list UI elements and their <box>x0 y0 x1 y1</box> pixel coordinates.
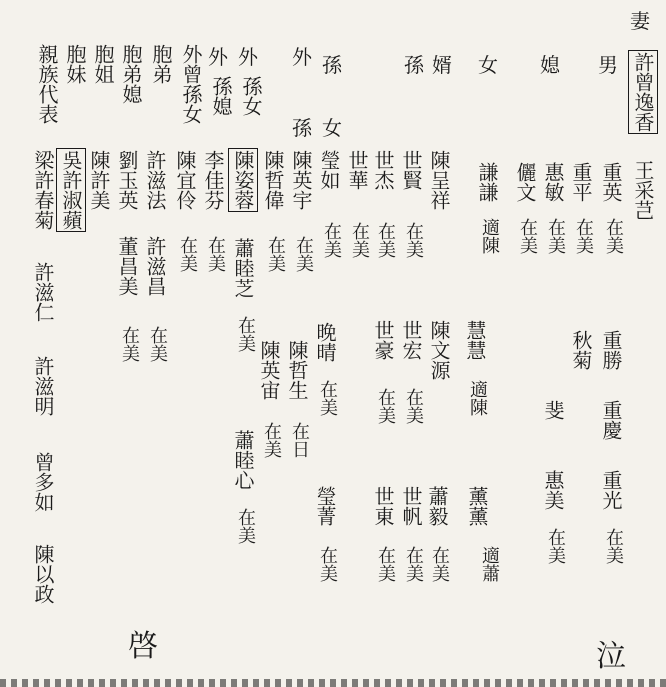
name-son-3: 重慶 <box>599 400 623 440</box>
name-col18-2: 董昌美 <box>115 236 139 296</box>
name-col6-2: 慧慧 <box>463 320 487 360</box>
note-col12-2: 在日 <box>289 422 310 458</box>
note-col4-3: 在美 <box>545 528 566 564</box>
name-col6-3: 薰薰 <box>465 486 489 526</box>
decorative-border <box>0 679 666 687</box>
name-boxed-col20: 吳許淑蘋 <box>59 150 83 230</box>
note-col15-1: 在美 <box>205 236 226 272</box>
header-granddaughter-2: 女 <box>322 116 342 140</box>
note-son-4: 在美 <box>603 528 624 564</box>
name-col20-3: 許滋明 <box>31 356 55 416</box>
note-col8-1: 在美 <box>403 222 424 258</box>
name-son-4: 重光 <box>599 470 623 510</box>
header-external-2: 外 <box>238 45 258 69</box>
name-col20-5: 陳以政 <box>31 544 55 604</box>
note-col14-2: 在美 <box>235 508 256 544</box>
header-wife: 妻 <box>630 9 650 33</box>
note-col11-3: 在美 <box>317 546 338 582</box>
note-col17-2: 在美 <box>147 326 168 362</box>
note-col4-1: 在美 <box>545 218 566 254</box>
name-col3-1: 重平 <box>569 162 593 202</box>
name-col7-1: 陳呈祥 <box>427 150 451 210</box>
name-col4-2: 斐 <box>541 400 565 420</box>
header-younger-brother: 胞弟 <box>149 44 173 84</box>
header-elder-sister: 胞姐 <box>91 44 115 84</box>
header-external-1-sub: 孫 <box>292 116 312 140</box>
name-col13-2: 陳英宙 <box>257 340 281 400</box>
name-col11-3: 瑩菁 <box>313 486 337 526</box>
header-external-1: 外 <box>292 45 312 69</box>
note-col5-1: 在美 <box>517 218 538 254</box>
note-col11-2: 在美 <box>317 380 338 416</box>
name-col20-2: 許滋仁 <box>31 262 55 322</box>
name-col16-1: 陳宜伶 <box>173 150 197 210</box>
note-col3-1: 在美 <box>573 218 594 254</box>
name-col12-2: 陳哲生 <box>285 340 309 400</box>
name-col20-4: 曾多如 <box>31 452 55 512</box>
header-external-3-sub: 孫媳 <box>209 76 233 116</box>
name-son-1: 重英 <box>599 162 623 202</box>
name-col8-3: 世帆 <box>399 486 423 526</box>
note-col14-1: 在美 <box>235 316 256 352</box>
footer-left-text: 啓 <box>128 629 158 664</box>
name-col5-1: 儷文 <box>513 162 537 202</box>
note-col9-2: 在美 <box>375 388 396 424</box>
header-external-3: 外 <box>208 45 228 69</box>
note-col10-2: 在美 <box>429 546 450 582</box>
header-grandson: 孫 <box>404 53 424 77</box>
header-daughter-in-law: 媳 <box>540 53 560 77</box>
note-col13-2: 在美 <box>261 422 282 458</box>
name-col10-1: 世華 <box>345 150 369 190</box>
note-col6-2: 適陳 <box>467 380 488 416</box>
name-col9-2: 世豪 <box>371 320 395 360</box>
header-daughter: 女 <box>478 53 498 77</box>
note-col8-2: 在美 <box>403 388 424 424</box>
name-col11-1: 瑩如 <box>317 150 341 190</box>
name-col17-2: 許滋昌 <box>143 236 167 296</box>
name-boxed-col14: 陳姿蓉 <box>231 150 255 210</box>
name-col9-1: 世杰 <box>371 150 395 190</box>
header-son-in-law: 婿 <box>432 53 452 77</box>
note-son-1: 在美 <box>603 218 624 254</box>
note-col9-1: 在美 <box>375 222 396 258</box>
footer-right-text: 泣 <box>596 639 626 674</box>
name-col19-1: 陳許美 <box>87 150 111 210</box>
name-col17-1: 許滋法 <box>143 150 167 210</box>
note-col6-1: 適陳 <box>479 218 500 254</box>
name-col14-1: 蕭睦芝 <box>231 238 255 298</box>
header-younger-brother-wife: 胞弟媳 <box>119 44 143 104</box>
name-col4-3: 惠美 <box>541 470 565 510</box>
header-younger-sister: 胞妹 <box>63 44 87 84</box>
name-col10-2: 蕭毅 <box>425 486 449 526</box>
name-boxed-wife: 許曾逸香 <box>631 52 655 132</box>
note-col12-1: 在美 <box>293 236 314 272</box>
name-col12-1: 陳英宇 <box>289 150 313 210</box>
name-col20-1: 梁許春菊 <box>31 150 55 230</box>
name-col6-1: 謙謙 <box>475 162 499 202</box>
header-relatives-representative: 親族代表 <box>35 44 59 124</box>
note-col18-2: 在美 <box>119 326 140 362</box>
header-external-2-sub: 孫女 <box>239 76 263 116</box>
note-col6-3: 適蕭 <box>479 546 500 582</box>
name-col4-1: 惠敏 <box>541 162 565 202</box>
header-son: 男 <box>598 53 618 77</box>
note-col8-3: 在美 <box>403 546 424 582</box>
name-col8-1: 世賢 <box>399 150 423 190</box>
header-granddaughter: 孫 <box>322 53 342 77</box>
note-col13-1: 在美 <box>265 236 286 272</box>
note-col10-1: 在美 <box>349 222 370 258</box>
name-col18-1: 劉玉英 <box>115 150 139 210</box>
name-col14-2: 蕭睦心 <box>231 430 255 490</box>
name-col3-2: 秋菊 <box>569 330 593 370</box>
name-col13-1: 陳哲偉 <box>261 150 285 210</box>
note-col16-1: 在美 <box>177 236 198 272</box>
header-external-great: 外曾孫女 <box>179 44 203 124</box>
name-col15-1: 李佳芬 <box>201 150 225 210</box>
name-col9-3: 世東 <box>371 486 395 526</box>
name-wife: 王采芑 <box>631 160 655 220</box>
name-col8-2: 世宏 <box>399 320 423 360</box>
name-son-2: 重勝 <box>599 330 623 370</box>
name-col7-2: 陳文源 <box>427 320 451 380</box>
note-col11-1: 在美 <box>321 222 342 258</box>
name-col11-2: 晚晴 <box>313 322 337 362</box>
note-col9-3: 在美 <box>375 546 396 582</box>
